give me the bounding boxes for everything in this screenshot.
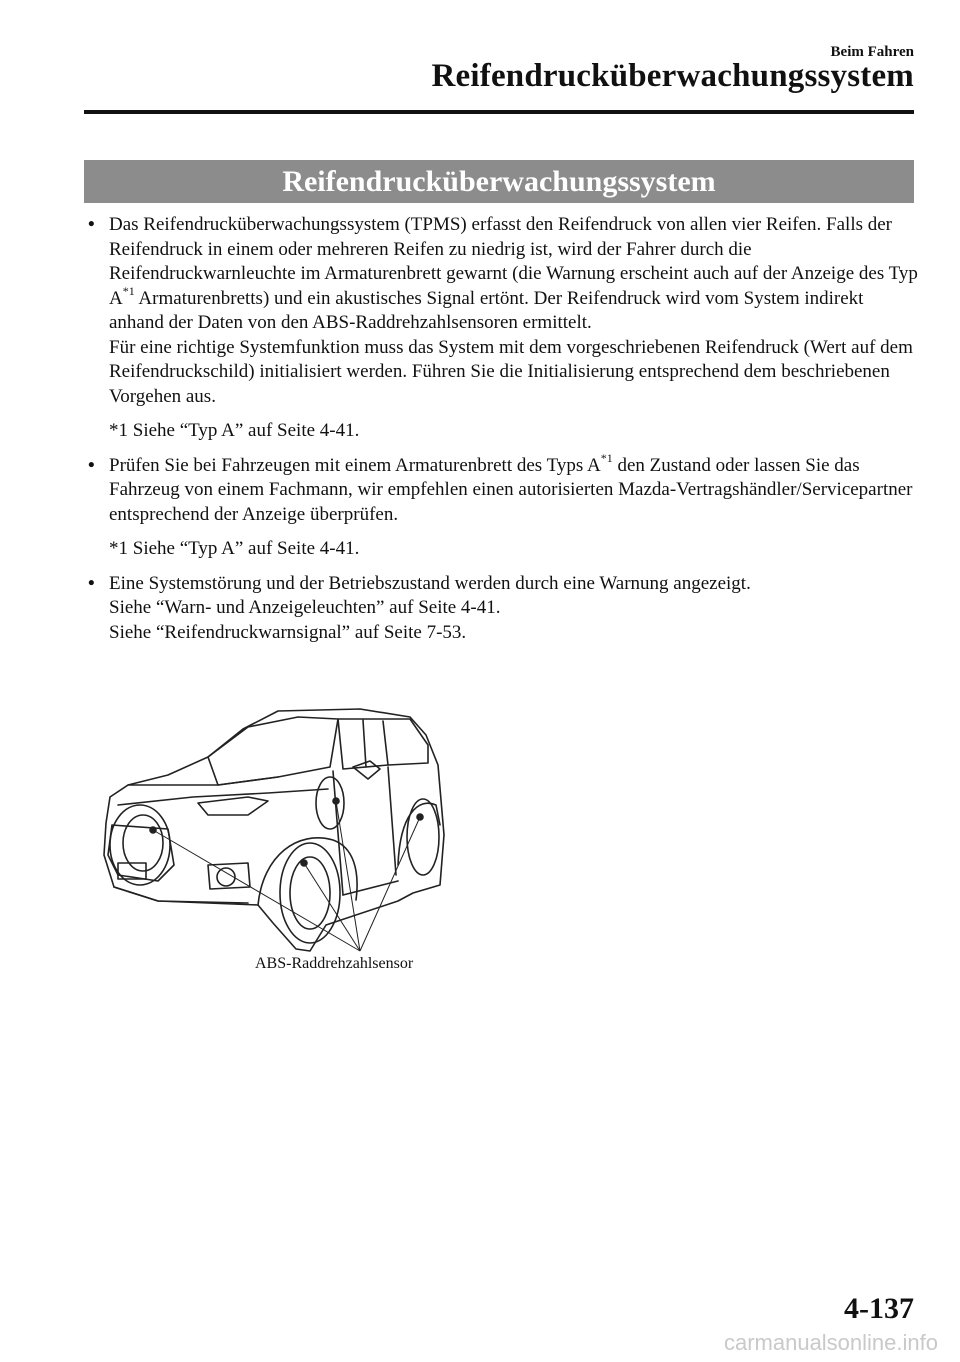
bullet-2-text-cont: den Zustand oder lassen Sie das Fahrzeug von einem Fachmann, wir empfehlen einen autorisierten Mazda-Vertragshändler/Servicepartner entsprechend der Anzeige überprüfen.	[109, 454, 913, 525]
bullet-item-1	[88, 213, 920, 409]
car-illustration	[98, 705, 448, 980]
bullet-3-ref-2: Siehe “Reifendruckwarnsignal” auf Seite 7-53.	[109, 621, 467, 643]
footnote-1: *1 Siehe “Typ A” auf Seite 4-41.	[109, 420, 360, 441]
footnote-ref: *1	[122, 284, 135, 299]
left-front-wheel	[110, 805, 170, 885]
content	[88, 213, 920, 645]
header-rule	[84, 110, 914, 114]
leader-lines	[153, 801, 420, 951]
header-section: Beim Fahren	[830, 44, 914, 60]
bullet-symbol: •	[88, 214, 95, 235]
figure-caption: ABS-Raddrehzahlsensor	[255, 955, 414, 972]
bullet-item-2	[88, 451, 920, 528]
rear-wheel-arch	[398, 803, 440, 865]
footnote-2: *1 Siehe “Typ A” auf Seite 4-41.	[109, 538, 360, 559]
bullet-item-3	[88, 572, 920, 646]
section-banner: Reifendrucküberwachungssystem	[84, 160, 914, 203]
header-title: Reifendrucküberwachungssystem	[431, 58, 914, 94]
bullet-1-text: Das Reifendrucküberwachungssystem (TPMS) erfasst den Reifendruck von allen vier Reifen. Falls der Reifendruck in einem oder mehreren Reifen zu niedrig ist, wird der Fahrer durch die Reifendruckwarnleuchte im Armaturenbrett gewarnt (die Warnung erscheint auch auf der Anzeige des Typ A	[109, 214, 918, 309]
left-rear-wheel	[316, 777, 344, 829]
page-number: 4-137	[844, 1292, 914, 1325]
rear-wheel	[407, 799, 439, 875]
watermark: carmanualsonline.info	[723, 1330, 938, 1355]
car-headlight	[198, 797, 268, 815]
bullet-symbol: •	[88, 572, 95, 594]
front-wheel	[280, 843, 340, 943]
bullet-3-text: Eine Systemstörung und der Betriebszustand werden durch eine Warnung angezeigt.	[109, 572, 751, 594]
bullet-3-ref-1: Siehe “Warn- und Anzeigeleuchten” auf Seite 4-41.	[109, 597, 501, 618]
bullet-1-para2: Für eine richtige Systemfunktion muss das System mit dem vorgeschriebenen Reifendruck (Wert auf dem Reifendruckschild) initialisiert werden. Führen Sie die Initialisierung entsprechend dem beschriebenen Vorgehen aus.	[109, 336, 913, 407]
bullet-symbol: •	[88, 454, 95, 476]
bullet-1-text-cont: Armaturenbretts) und ein akustisches Signal ertönt. Der Reifendruck wird vom System indirekt anhand der Daten von den ABS-Raddrehzahlsensoren ermittelt.	[109, 287, 864, 333]
footnote-ref: *1	[600, 451, 613, 466]
car-windshield	[208, 717, 338, 785]
bullet-2-text: Prüfen Sie bei Fahrzeugen mit einem Armaturenbrett des Typs A	[109, 454, 601, 476]
